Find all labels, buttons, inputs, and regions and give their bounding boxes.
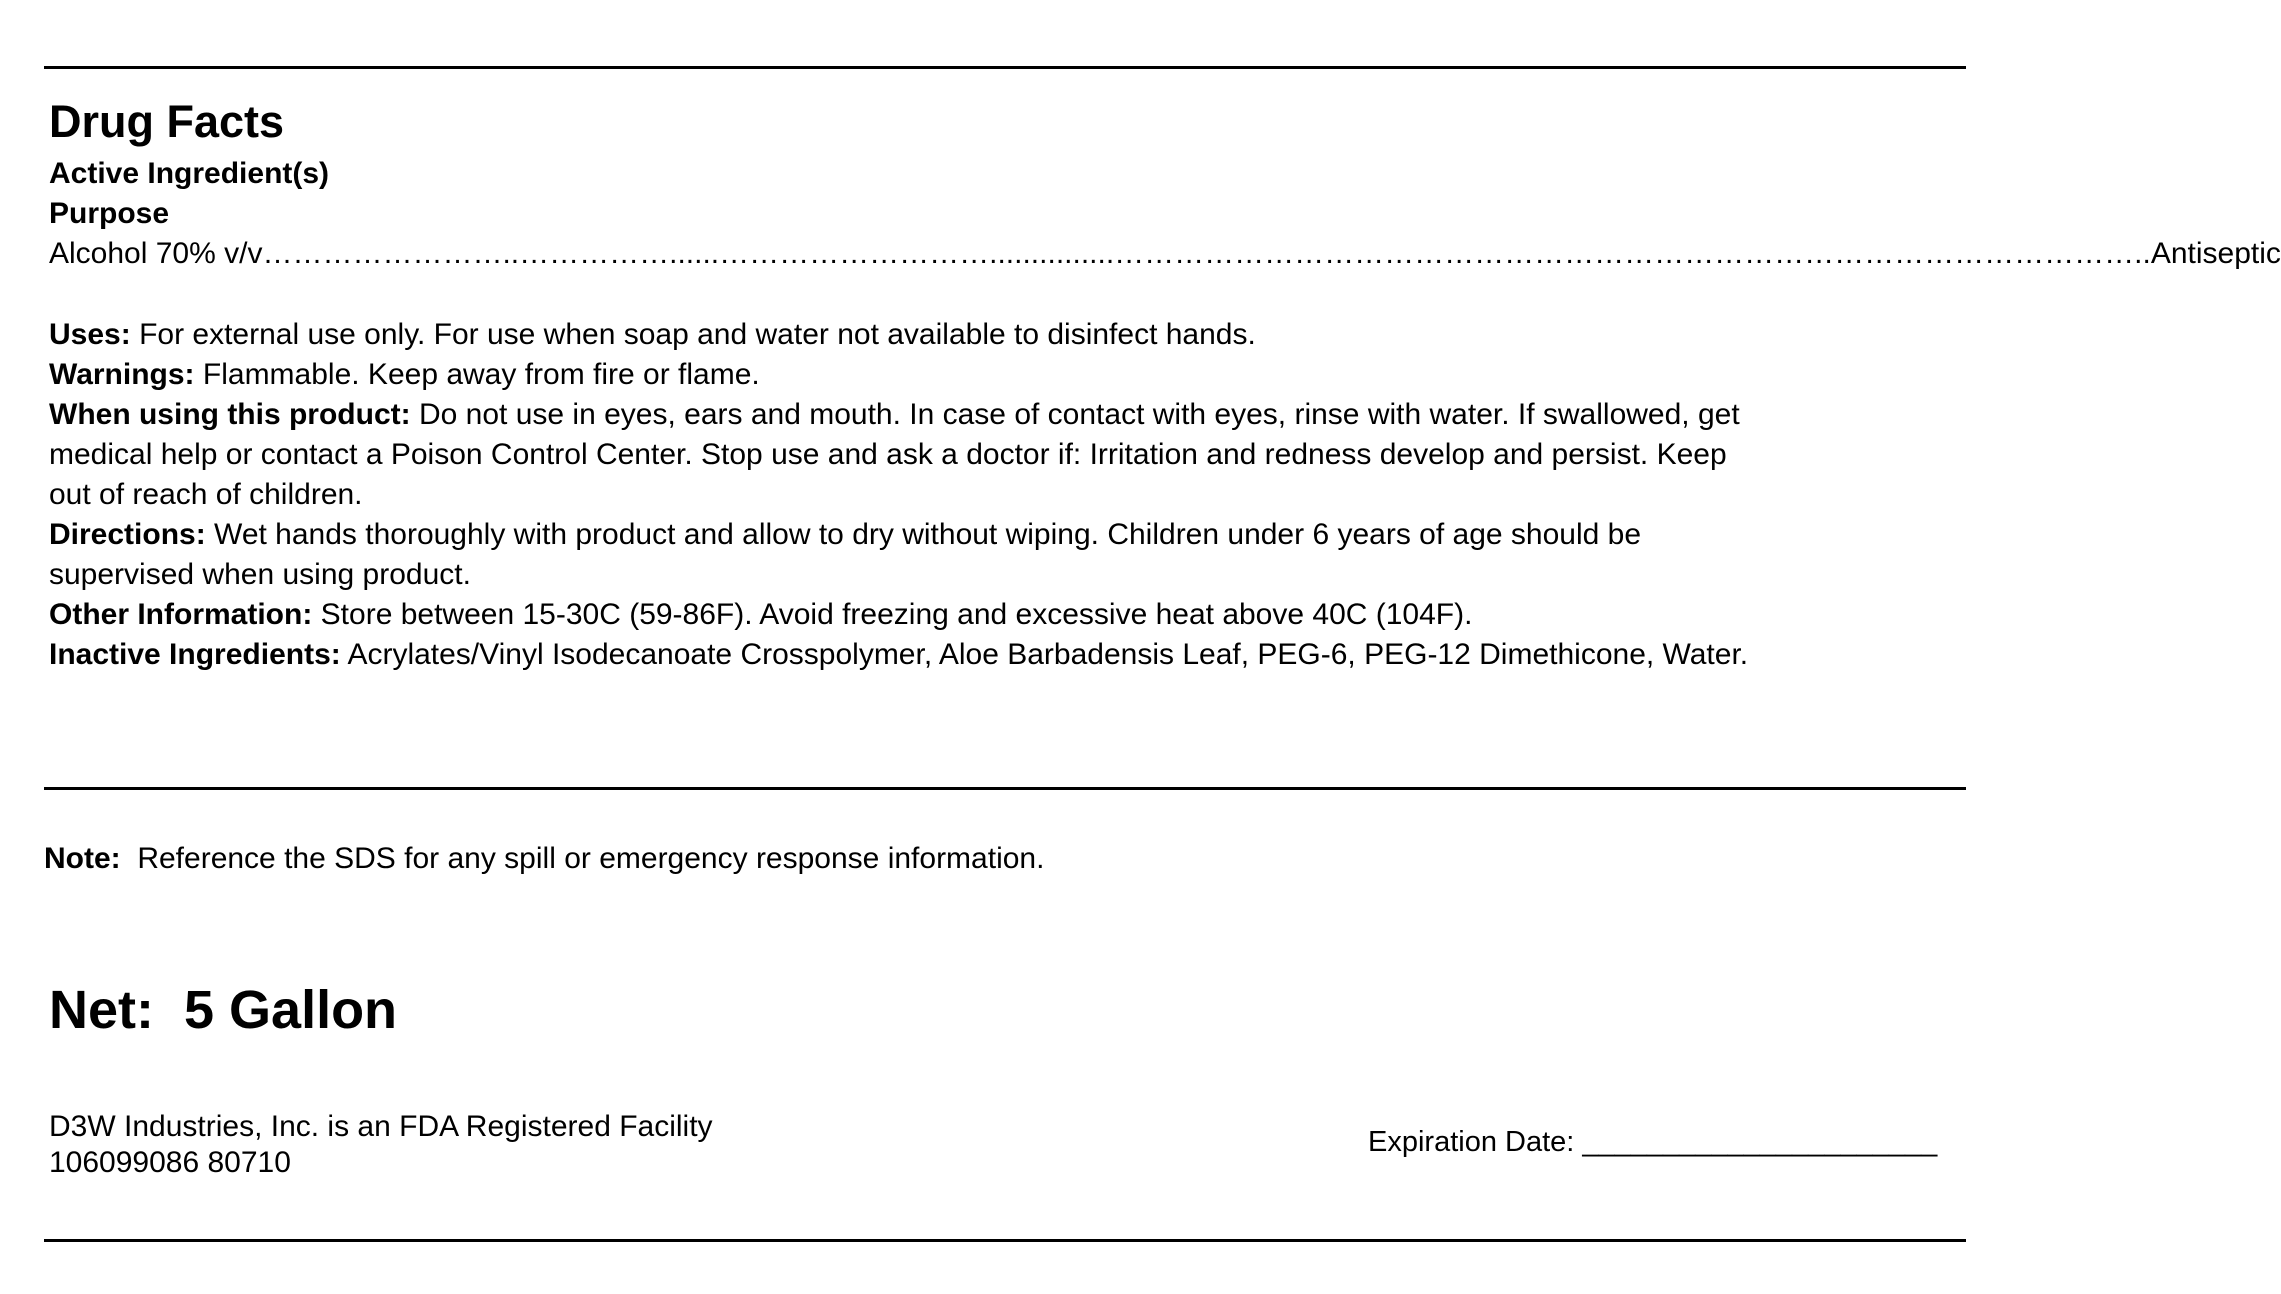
note — [44, 839, 1044, 879]
warnings-label: Warnings: — [49, 358, 195, 391]
top-rule — [44, 66, 1966, 69]
facility-statement: D3W Industries, Inc. is an FDA Registered Facility — [49, 1110, 713, 1143]
uses-section — [49, 315, 1256, 355]
when-using-label: When using this product: — [49, 398, 411, 431]
note-label: Note: — [44, 842, 121, 875]
bottom-rule — [44, 1239, 1966, 1242]
purpose-heading: Purpose — [49, 197, 170, 230]
warnings-section — [49, 355, 760, 395]
uses-label: Uses: — [49, 318, 131, 351]
directions-section — [49, 515, 1641, 555]
inactive-ingredients-text: Acrylates/Vinyl Isodecanoate Crosspolymer, Aloe Barbadensis Leaf, PEG-6, PEG-12 Dimethicone, Water. — [347, 638, 1749, 671]
active-ingredient-name: Alcohol 70% v/v — [49, 237, 263, 270]
inactive-ingredients-section — [49, 635, 1748, 675]
when-using-text-line-3: out of reach of children. — [49, 478, 363, 511]
expiration-date — [1368, 1124, 1937, 1160]
when-using-section — [49, 395, 1740, 435]
net-quantity: Net: 5 Gallon — [49, 980, 398, 1040]
directions-text: Wet hands thoroughly with product and allow to dry without wiping. Children under 6 years of age should be — [214, 518, 1642, 551]
when-using-text: Do not use in eyes, ears and mouth. In case of contact with eyes, rinse with water. If swallowed, get — [418, 398, 1740, 431]
other-information-section — [49, 595, 1472, 635]
facility-registration-number: 106099086 80710 — [49, 1146, 291, 1179]
directions-label: Directions: — [49, 518, 206, 551]
drug-facts-title: Drug Facts — [49, 96, 285, 147]
note-text: Reference the SDS for any spill or emergency response information. — [137, 842, 1045, 875]
when-using-text-line-2: medical help or contact a Poison Control Center. Stop use and ask a doctor if: Irritation and redness develop and persist. Keep — [49, 438, 1727, 471]
directions-text-line-2: supervised when using product. — [49, 558, 471, 591]
active-ingredient-row — [49, 234, 2281, 274]
expiration-date-label: Expiration Date: — [1368, 1126, 1575, 1158]
other-information-text: Store between 15-30C (59-86F). Avoid freezing and excessive heat above 40C (104F). — [320, 598, 1473, 631]
warnings-text: Flammable. Keep away from fire or flame. — [202, 358, 760, 391]
active-ingredients-heading: Active Ingredient(s) — [49, 157, 330, 190]
active-ingredient-purpose: ..Antiseptic — [2134, 237, 2281, 270]
middle-rule — [44, 787, 1966, 790]
dot-leader: ……………………..……………......………………………...............………………………………………………………………………………………… — [262, 237, 2135, 270]
inactive-ingredients-label: Inactive Ingredients: — [49, 638, 341, 671]
expiration-date-field[interactable]: ______________________ — [1582, 1126, 1938, 1158]
uses-text: For external use only. For use when soap and water not available to disinfect hands. — [139, 318, 1256, 351]
other-information-label: Other Information: — [49, 598, 313, 631]
